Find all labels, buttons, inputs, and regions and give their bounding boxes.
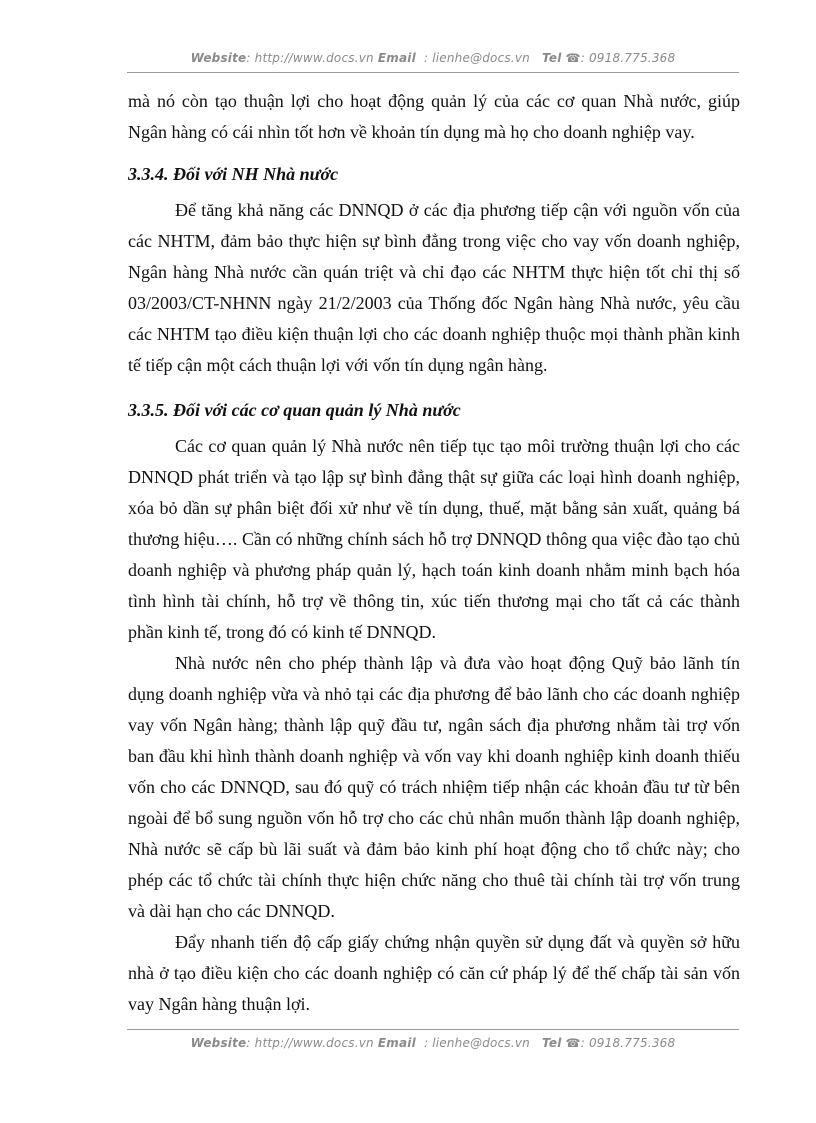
- header-email-label: Email: [377, 51, 416, 65]
- header-tel-label: Tel: [542, 51, 562, 65]
- page-header: [127, 51, 739, 65]
- header-tel-value: ☎: 0918.775.368: [565, 51, 676, 65]
- body-paragraph-4: Nhà nước nên cho phép thành lập và đưa vào hoạt động Quỹ bảo lãnh tín dụng doanh nghiệp vừa và nhỏ tại các địa phương để bảo lãnh cho các doanh nghiệp vay vốn Ngân hàng; thành lập quỹ đầu tư, ngân sách địa phương nhằm tài trợ vốn ban đầu khi hình thành doanh nghiệp và vốn vay khi doanh nghiệp kinh doanh thiếu vốn cho các DNNQD, sau đó quỹ có trách nhiệm tiếp nhận các khoản đầu tư từ bên ngoài để bổ sung nguồn vốn hỗ trợ cho các chủ nhân muốn thành lập doanh nghiệp, Nhà nước sẽ cấp bù lãi suất và đảm bảo kinh phí hoạt động cho tổ chức này; cho phép các tổ chức tài chính thực hiện chức năng cho thuê tài chính tài trợ vốn trung và dài hạn cho các DNNQD.: [128, 653, 740, 921]
- section-heading-3-3-4: 3.3.4. Đối với NH Nhà nước: [128, 164, 339, 184]
- body-paragraph-2: Để tăng khả năng các DNNQD ở các địa phương tiếp cận với nguồn vốn của các NHTM, đảm bảo thực hiện sự bình đẳng trong việc cho vay vốn doanh nghiệp, Ngân hàng Nhà nước cần quán triệt và chỉ đạo các NHTM thực hiện tốt chỉ thị số 03/2003/CT-NHNN ngày 21/2/2003 của Thống đốc Ngân hàng Nhà nước, yêu cầu các NHTM tạo điều kiện thuận lợi cho các doanh nghiệp thuộc mọi thành phần kinh tế tiếp cận một cách thuận lợi với vốn tín dụng ngân hàng.: [128, 200, 740, 375]
- footer-tel-label: Tel: [542, 1036, 562, 1050]
- footer-divider: [127, 1029, 739, 1030]
- header-website-label: Website: [190, 51, 247, 65]
- document-body: [128, 86, 740, 1020]
- footer-tel-value: ☎: 0918.775.368: [565, 1036, 676, 1050]
- footer-email-label: Email: [377, 1036, 416, 1050]
- body-paragraph-1: mà nó còn tạo thuận lợi cho hoạt động quản lý của các cơ quan Nhà nước, giúp Ngân hàng có cái nhìn tốt hơn về khoản tín dụng mà họ cho doanh nghiệp vay.: [128, 91, 740, 142]
- footer-website-label: Website: [190, 1036, 247, 1050]
- header-email-link[interactable]: : lienhe@docs.vn: [423, 51, 530, 65]
- section-heading-3-3-5: 3.3.5. Đối với các cơ quan quản lý Nhà nước: [128, 400, 461, 420]
- footer-email-link[interactable]: : lienhe@docs.vn: [423, 1036, 530, 1050]
- body-paragraph-3: Các cơ quan quản lý Nhà nước nên tiếp tục tạo môi trường thuận lợi cho các DNNQD phát triển và tạo lập sự bình đẳng thật sự giữa các loại hình doanh nghiệp, xóa bỏ dần sự phân biệt đối xử như về tín dụng, thuế, mặt bằng sản xuất, quảng bá thương hiệu…. Cần có những chính sách hỗ trợ DNNQD thông qua việc đào tạo chủ doanh nghiệp và phương pháp quản lý, hạch toán kinh doanh nhằm minh bạch hóa tình hình tài chính, hỗ trợ về thông tin, xúc tiến thương mại cho tất cả các thành phần kinh tế, trong đó có kinh tế DNNQD.: [128, 436, 740, 642]
- header-website-link[interactable]: : http://www.docs.vn: [246, 51, 374, 65]
- header-divider: [127, 72, 739, 73]
- footer-website-link[interactable]: : http://www.docs.vn: [246, 1036, 374, 1050]
- body-paragraph-5: Đẩy nhanh tiến độ cấp giấy chứng nhận quyền sử dụng đất và quyền sở hữu nhà ở tạo điều kiện cho các doanh nghiệp có căn cứ pháp lý để thế chấp tài sản vốn vay Ngân hàng thuận lợi.: [128, 932, 740, 1014]
- page-footer: [127, 1036, 739, 1050]
